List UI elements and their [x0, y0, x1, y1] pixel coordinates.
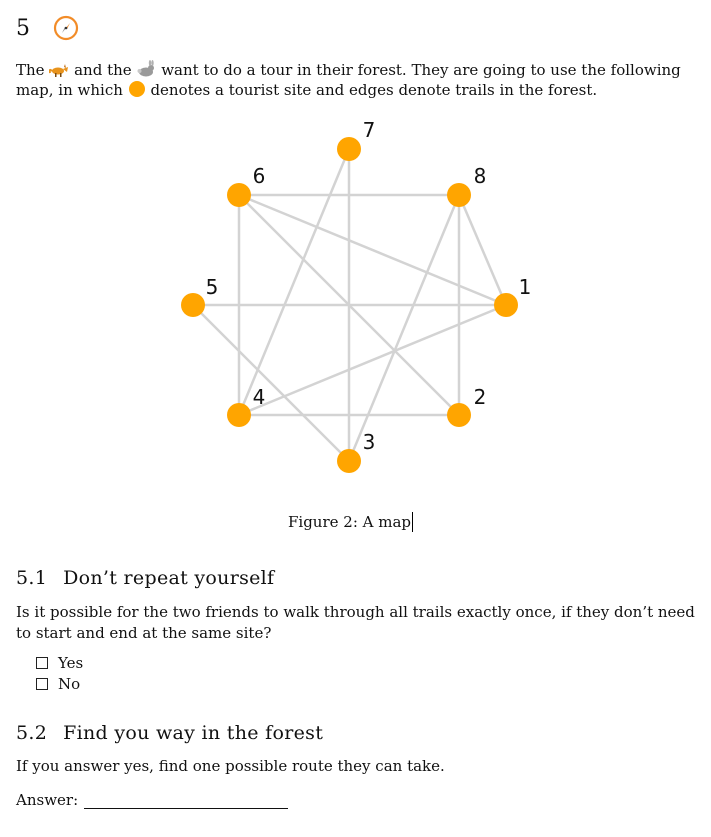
checkbox-no[interactable] — [36, 678, 48, 690]
subsection-heading-2 — [16, 722, 323, 744]
node-label-7: 7 — [362, 118, 376, 142]
instruction-text: If you answer yes, find one possible route they can take. — [16, 757, 445, 775]
option-no-label: No — [58, 675, 81, 693]
node-label-2: 2 — [473, 385, 487, 409]
node-label-8: 8 — [473, 164, 487, 188]
node-8 — [447, 183, 471, 207]
intro-text-4: denotes a tourist site and edges denote trails in the forest. — [150, 81, 598, 99]
node-1 — [494, 293, 518, 317]
intro-text-3: want to do a tour in their forest. They are going to use the following map, in which — [16, 61, 681, 99]
node-label-4: 4 — [252, 385, 266, 409]
node-label-6: 6 — [252, 164, 266, 188]
subsection-number-1: 5.1 — [16, 567, 48, 589]
node-label-5: 5 — [205, 275, 219, 299]
edge-3-5 — [193, 305, 349, 461]
node-3 — [337, 449, 361, 473]
subsection-heading-1 — [16, 567, 274, 589]
node-6 — [227, 183, 251, 207]
figure-caption-text: Figure 2: A map — [288, 513, 412, 531]
answer-row — [16, 791, 288, 809]
option-yes[interactable] — [36, 654, 83, 672]
section-number: 5 — [16, 16, 30, 41]
edge-4-7 — [239, 149, 349, 415]
node-4 — [227, 403, 251, 427]
edge-1-4 — [239, 305, 506, 415]
option-yes-label: Yes — [58, 654, 84, 672]
subsection-number-2: 5.2 — [16, 722, 48, 744]
checkbox-yes[interactable] — [36, 657, 48, 669]
node-label-3: 3 — [362, 430, 376, 454]
node-label-1: 1 — [518, 275, 532, 299]
edge-3-8 — [349, 195, 459, 461]
intro-text-1: The — [16, 61, 45, 79]
subsection-title-1: Don’t repeat yourself — [63, 567, 275, 589]
question-text: Is it possible for the two friends to walk through all trails exactly once, if they don’t need to start and end at the same site? — [16, 603, 695, 642]
node-7 — [337, 137, 361, 161]
intro-text-2: and the — [74, 61, 132, 79]
figure-caption — [288, 512, 413, 532]
subsection-title-2: Find you way in the forest — [63, 722, 324, 744]
text-cursor — [412, 512, 413, 532]
node-2 — [447, 403, 471, 427]
answer-input-line[interactable] — [84, 792, 288, 809]
answer-label: Answer: — [16, 791, 79, 809]
node-5 — [181, 293, 205, 317]
option-no[interactable] — [36, 675, 80, 693]
